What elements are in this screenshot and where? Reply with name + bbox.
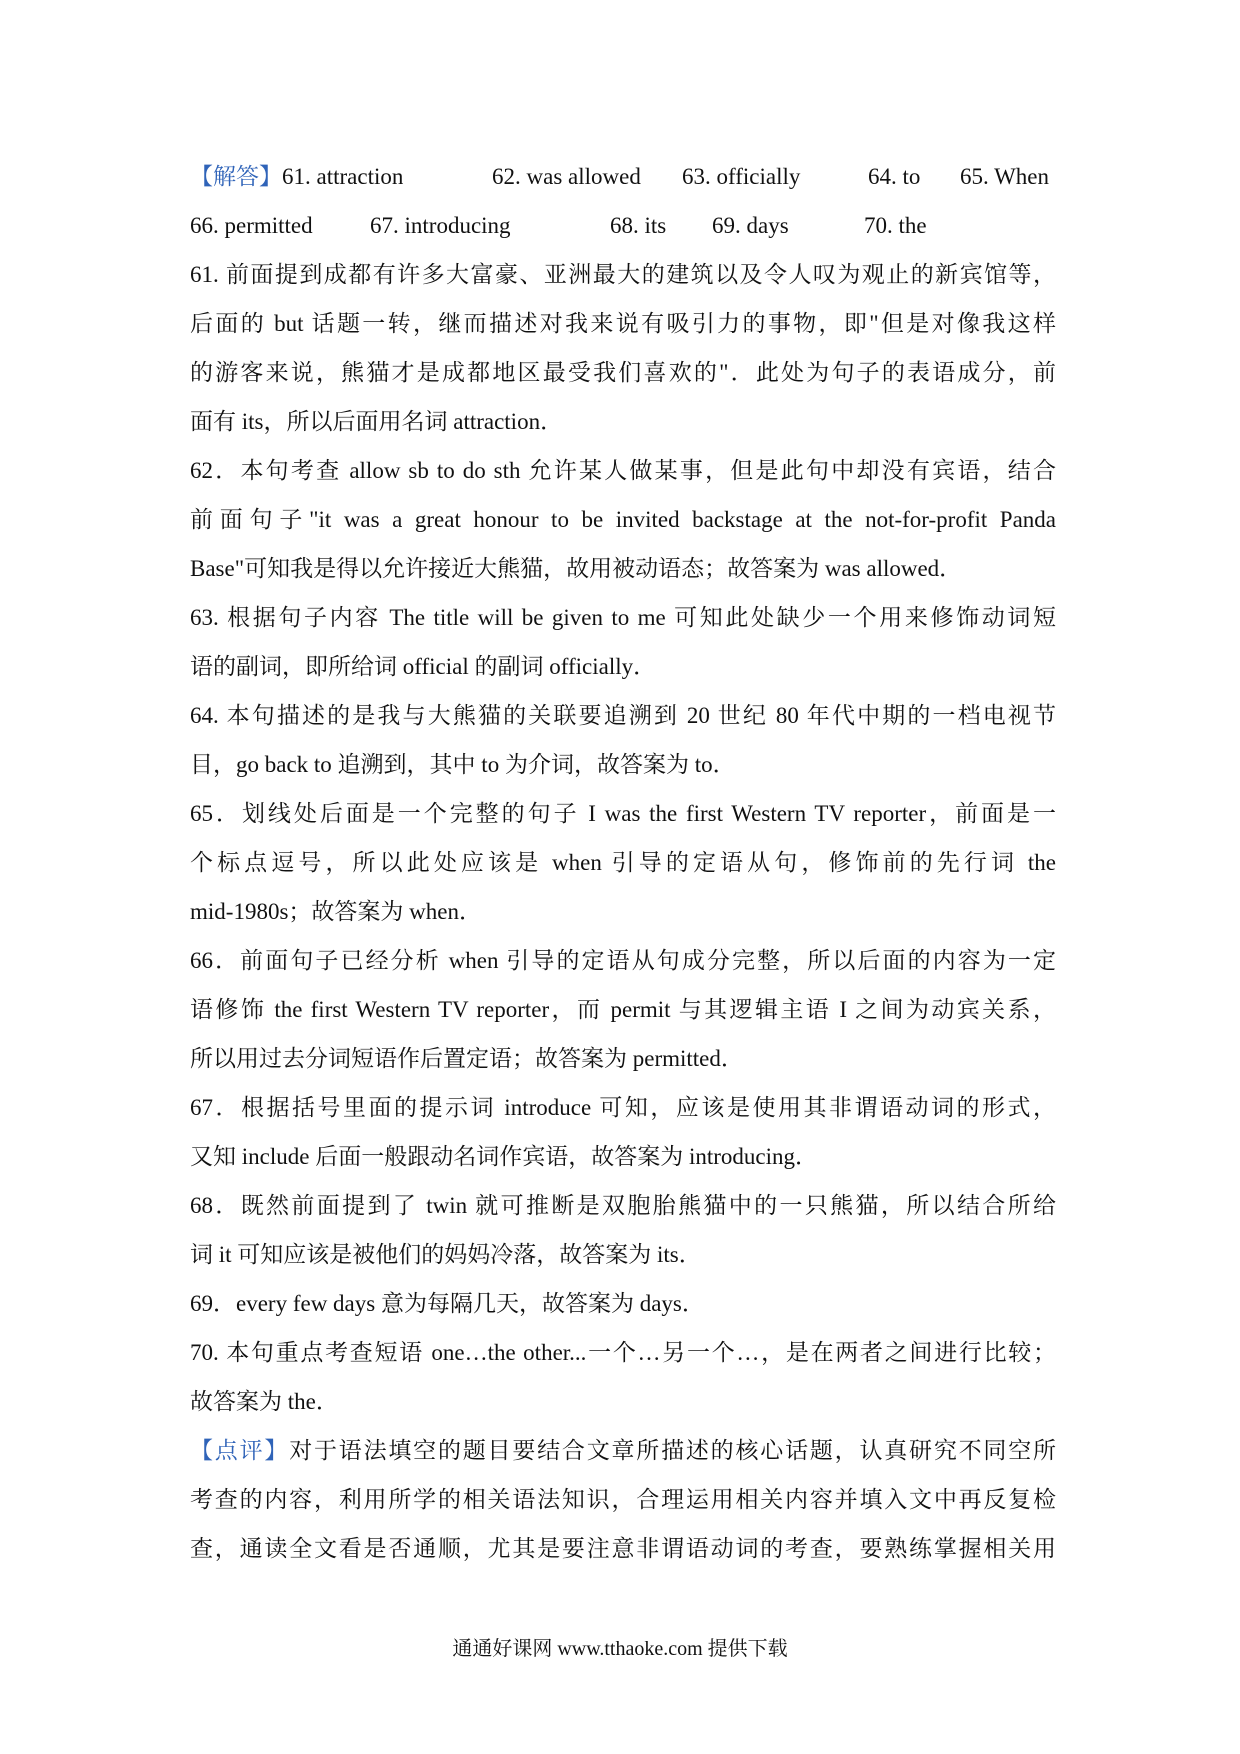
answer-item: 64. to	[868, 164, 921, 189]
explanation-line: 66．前面句子已经分析 when 引导的定语从句成分完整，所以后面的内容为一定	[190, 948, 1056, 973]
explanation-line: 67．根据括号里面的提示词 introduce 可知，应该是使用其非谓语动词的形式，	[190, 1095, 1056, 1120]
explanation-line: 前面句子"it was a great honour to be invited backstage at the not-for-profit Panda	[190, 507, 1056, 532]
explanation-line: 词 it 可知应该是被他们的妈妈冷落，故答案为 its．	[190, 1242, 702, 1267]
explanation-line: 语修饰 the first Western TV reporter，而 permit 与其逻辑主语 I 之间为动宾关系，	[190, 997, 1056, 1022]
document-body	[190, 152, 1056, 1573]
comment-text: 对于语法填空的题目要结合文章所描述的核心话题，认真研究不同空所	[289, 1438, 1057, 1463]
answer-item: 70. the	[864, 213, 927, 238]
answer-item: 65. When	[960, 164, 1050, 189]
explanation-line: 目，go back to 追溯到，其中 to 为介词，故答案为 to．	[190, 752, 736, 777]
answer-item: 62. was allowed	[492, 164, 641, 189]
explanation-line: 故答案为 the．	[190, 1389, 339, 1414]
explanation-line: 68．既然前面提到了 twin 就可推断是双胞胎熊猫中的一只熊猫，所以结合所给	[190, 1193, 1056, 1218]
explanation-line: 面有 its，所以后面用名词 attraction．	[190, 409, 564, 434]
comment-line: 考查的内容，利用所学的相关语法知识，合理运用相关内容并填入文中再反复检	[190, 1487, 1056, 1512]
comment-tag: 【点评】	[190, 1438, 290, 1463]
explanation-line: Base"可知我是得以允许接近大熊猫，故用被动语态；故答案为 was allowed．	[190, 556, 963, 581]
explanation-line: 语的副词，即所给词 official 的副词 officially．	[190, 654, 657, 679]
explanation-line: 又知 include 后面一般跟动名词作宾语，故答案为 introducing．	[190, 1144, 818, 1169]
explanation-line: 70. 本句重点考查短语 one…the other...一个…另一个…，是在两者之间进行比较；	[190, 1340, 1056, 1365]
page-footer: 通通好课网 www.tthaoke.com 提供下载	[452, 1638, 788, 1660]
explanation-line: 后面的 but 话题一转，继而描述对我来说有吸引力的事物，即"但是对像我这样	[190, 311, 1056, 336]
answer-tag: 【解答】	[190, 164, 282, 189]
explanation-line: 62．本句考查 allow sb to do sth 允许某人做某事，但是此句中却没有宾语，结合	[190, 458, 1056, 483]
answer-row-1	[190, 152, 1056, 201]
answer-item: 61. attraction	[282, 164, 404, 189]
explanation-line: 64. 本句描述的是我与大熊猫的关联要追溯到 20 世纪 80 年代中期的一档电视节	[190, 703, 1056, 728]
explanation-line: 63. 根据句子内容 The title will be given to me 可知此处缺少一个用来修饰动词短	[190, 605, 1056, 630]
explanation-line: 个标点逗号，所以此处应该是 when 引导的定语从句，修饰前的先行词 the	[190, 850, 1056, 875]
explanation-line: 所以用过去分词短语作后置定语；故答案为 permitted．	[190, 1046, 744, 1071]
answer-item: 63. officially	[682, 164, 801, 189]
explanation-line: 65．划线处后面是一个完整的句子 I was the first Western TV reporter，前面是一	[190, 801, 1056, 826]
explanation-line: 61. 前面提到成都有许多大富豪、亚洲最大的建筑以及令人叹为观止的新宾馆等，	[190, 262, 1056, 287]
answer-item: 67. introducing	[370, 213, 511, 238]
comment-line-1	[190, 1426, 1056, 1475]
explanation-line: 的游客来说，熊猫才是成都地区最受我们喜欢的"．此处为句子的表语成分，前	[190, 360, 1056, 385]
answer-item: 69. days	[712, 213, 789, 238]
answer-item: 66. permitted	[190, 213, 313, 238]
answer-row-2	[190, 201, 1056, 250]
explanation-line: mid-1980s；故答案为 when．	[190, 899, 482, 924]
explanation-line: 69．every few days 意为每隔几天，故答案为 days．	[190, 1291, 705, 1316]
answer-item: 68. its	[610, 213, 667, 238]
comment-line: 查，通读全文看是否通顺，尤其是要注意非谓语动词的考查，要熟练掌握相关用	[190, 1536, 1056, 1561]
